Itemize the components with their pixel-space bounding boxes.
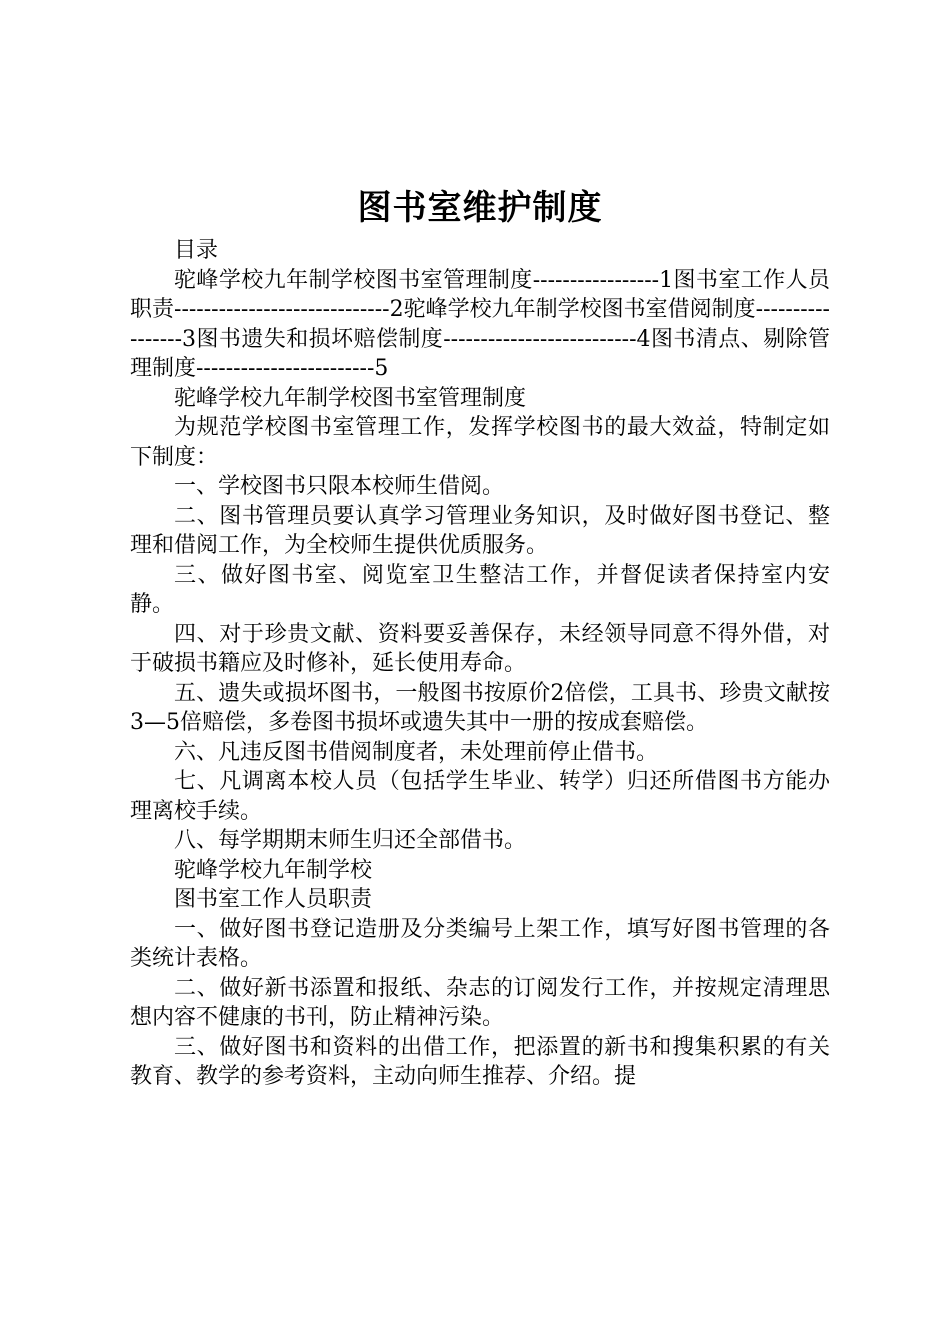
- rule-item: 二、图书管理员要认真学习管理业务知识，及时做好图书登记、整理和借阅工作，为全校师生提供优质服务。: [130, 503, 830, 558]
- rule-item: 六、凡违反图书借阅制度者，未处理前停止借书。: [174, 739, 659, 765]
- document-page: [130, 180, 830, 1092]
- paragraph: 为规范学校图书室管理工作，发挥学校图书的最大效益，特制定如下制度：: [130, 415, 830, 470]
- duty-item: 三、做好图书和资料的出借工作，把添置的新书和搜集积累的有关教育、教学的参考资料，主动向师生推荐、介绍。提: [130, 1034, 830, 1089]
- rule-item: 四、对于珍贵文献、资料要妥善保存，未经领导同意不得外借，对于破损书籍应及时修补，延长使用寿命。: [130, 621, 830, 676]
- section-heading-staff-duties: 图书室工作人员职责: [174, 887, 373, 912]
- rule-item: 七、凡调离本校人员（包括学生毕业、转学）归还所借图书方能办理离校手续。: [130, 769, 830, 824]
- rule-item: 三、做好图书室、阅览室卫生整洁工作，并督促读者保持室内安静。: [130, 562, 830, 617]
- rule-item: 一、学校图书只限本校师生借阅。: [174, 474, 505, 499]
- document-title: 图书室维护制度: [357, 188, 603, 228]
- toc-entries: 驼峰学校九年制学校图书室管理制度-----------------1图书室工作人员职责-----------------------------2驼峰学校九年制学校图书室借阅制度-----------------3图书遗失和损坏赔偿制度--------------------------4图书清点、剔除管理制度------------------------5: [130, 267, 830, 381]
- rule-item: 八、每学期期末师生归还全部借书。: [174, 828, 527, 853]
- duty-item: 二、做好新书添置和报纸、杂志的订阅发行工作，并按规定清理思想内容不健康的书刊，防止精神污染。: [130, 975, 830, 1030]
- section-heading-management: 驼峰学校九年制学校图书室管理制度: [174, 385, 527, 411]
- section-heading-school: 驼峰学校九年制学校: [174, 857, 373, 883]
- duty-item: 一、做好图书登记造册及分类编号上架工作，填写好图书管理的各类统计表格。: [130, 916, 830, 971]
- toc-heading: 目录: [174, 238, 219, 263]
- rule-item: 五、遗失或损坏图书，一般图书按原价2倍偿，工具书、珍贵文献按3—5倍赔偿，多卷图书损坏或遗失其中一册的按成套赔偿。: [130, 680, 830, 735]
